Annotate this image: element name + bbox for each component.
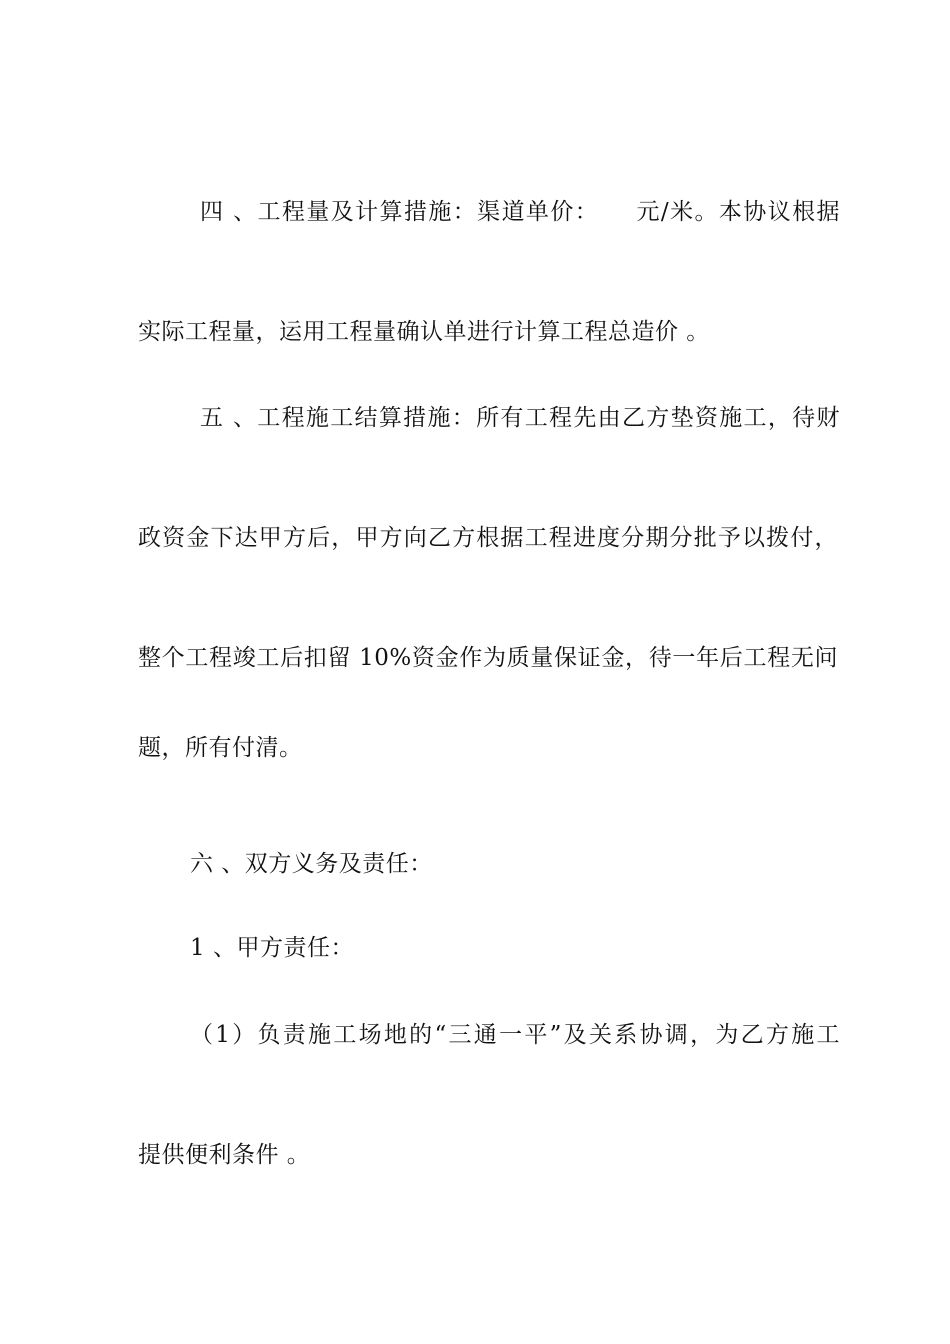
paragraph-5-line-1: 五 、工程施工结算措施：所有工程先由乙方垫资施工，待财 (200, 405, 840, 431)
paragraph-4-line-2: 实际工程量，运用工程量确认单进行计算工程总造价 。 (138, 319, 710, 345)
paragraph-5-line-3: 整个工程竣工后扣留 10%资金作为质量保证金，待一年后工程无问 (138, 645, 838, 671)
item-1-line-2: 提供便利条件 。 (138, 1142, 311, 1168)
paragraph-4-line-1: 四 、工程量及计算措施：渠道单价： 元/米。本协议根据 (200, 199, 840, 225)
paragraph-5-line-4: 题，所有付清。 (138, 735, 303, 761)
paragraph-5-line-2: 政资金下达甲方后，甲方向乙方根据工程进度分期分批予以拨付， (138, 525, 838, 551)
party-a-heading: 1 、甲方责任： (190, 935, 354, 961)
section-6-heading: 六 、双方义务及责任： (190, 851, 433, 877)
item-1-line-1: （1）负责施工场地的“三通一平”及关系协调，为乙方施工 (190, 1022, 840, 1048)
